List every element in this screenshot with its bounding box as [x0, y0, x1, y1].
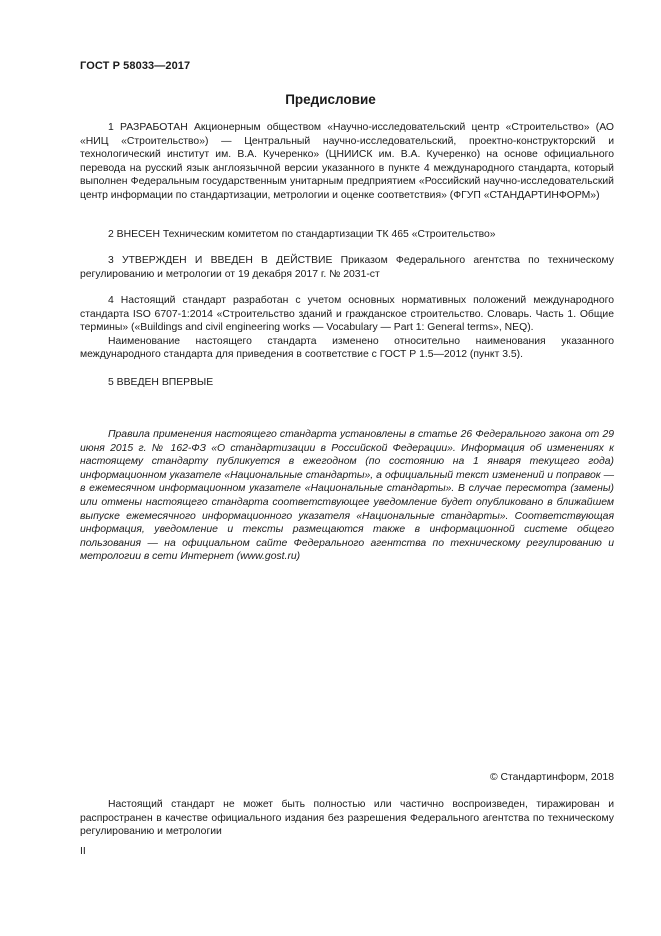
page-number: II [80, 846, 86, 857]
item-2 [80, 228, 614, 242]
item-3-text: 3 УТВЕРЖДЕН И ВВЕДЕН В ДЕЙСТВИЕ Приказом Федерального агентства по техническому регулированию и метрологии от 19 декабря 2017 г. № 2031-ст [80, 255, 614, 280]
standard-header: ГОСТ Р 58033—2017 [80, 60, 191, 72]
item-3 [80, 254, 614, 281]
item-2-text: 2 ВНЕСЕН Техническим комитетом по стандартизации ТК 465 «Строительство» [108, 229, 496, 240]
item-5 [80, 376, 614, 390]
item-1-text: 1 РАЗРАБОТАН Акционерным обществом «Научно-исследовательский центр «Строительство» (АО «НИЦ «Строительство») — Центральный научно-исследовательский, проектно-конструкторский и технологический институт им. В.А. Кучеренко» (ЦНИИСК им. В.А. Кучеренко) на основе официального перевода на русский язык англоязычной версии указанного в пункте 4 международного стандарта, который выполнен Федеральным государственным унитарным предприятием «Российский научно-исследовательский центр информации по стандартизации, метрологии и оценке соответствия» (ФГУП «СТАНДАРТИНФОРМ») [80, 122, 614, 201]
item-5-text: 5 ВВЕДЕН ВПЕРВЫЕ [108, 377, 214, 388]
reproduction-block [80, 798, 614, 839]
item-4-note: Наименование настоящего стандарта изменено относительно наименования указанного международного стандарта для приведения в соответствие с ГОСТ Р 1.5—2012 (пункт 3.5). [80, 335, 614, 361]
page-title: Предисловие [285, 92, 376, 107]
item-4-text: 4 Настоящий стандарт разработан с учетом основных нормативных положений международного стандарта ISO 6707-1:2014 «Строительство зданий и гражданское строительство. Словарь. Часть 1. Общие термины» («Buildings and civil engineering works — Vocabulary — Part 1: General terms», NEQ). [80, 295, 614, 334]
notice-text: Правила применения настоящего стандарта установлены в статье 26 Федерального закона от 29 июня 2015 г. № 162-ФЗ «О стандартизации в Российской Федерации». Информация об изменениях к настоящему стандарту публикуется в ежегодном (по состоянию на 1 января текущего года) информационном указателе «Национальные стандарты», а официальный текст изменений и поправок — в ежемесячном информационном указателе «Национальные стандарты». В случае пересмотра (замены) или отмены настоящего стандарта соответствующее уведомление будет опубликовано в ближайшем выпуске ежемесячного информационного указателя «Национальные стандарты». Соответствующая информация, уведомление и тексты размещаются также в информационной системе общего пользования — на официальном сайте Федерального агентства по техническому регулированию и метрологии в сети Интернет (www.gost.ru) [80, 429, 614, 563]
notice-block [80, 428, 614, 564]
item-1 [80, 121, 614, 203]
item-4 [80, 294, 614, 362]
reproduction-text: Настоящий стандарт не может быть полностью или частично воспроизведен, тиражирован и распространен в качестве официального издания без разрешения Федерального агентства по техническому регулированию и метрологии [80, 799, 614, 838]
copyright: © Стандартинформ, 2018 [489, 772, 614, 783]
